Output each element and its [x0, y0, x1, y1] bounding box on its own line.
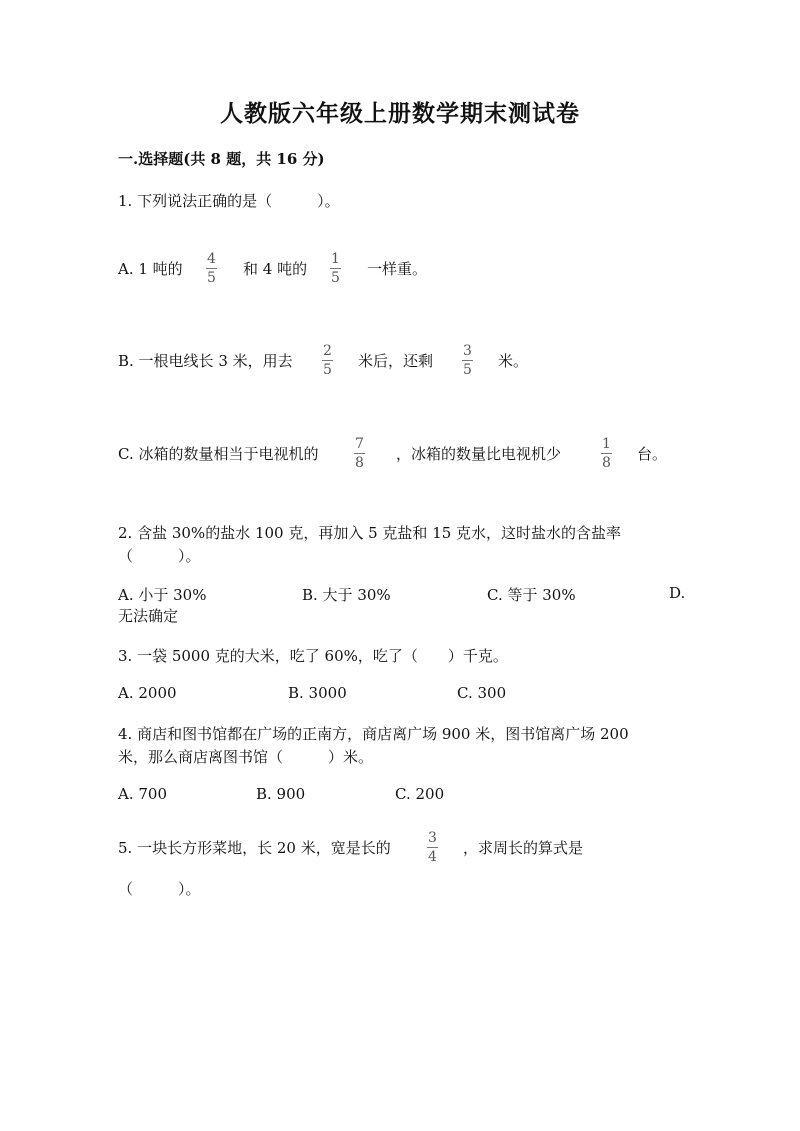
- question-5-stem-line-2: （ ）。: [118, 880, 201, 898]
- q1-option-a-fraction-2: [330, 252, 341, 285]
- q2-option-b: B. 大于 30%: [302, 586, 391, 604]
- denominator: 8: [355, 455, 364, 471]
- question-2-stem-line-1: 2. 含盐 30%的盐水 100 克，再加入 5 克盐和 15 克水，这时盐水的含盐率: [118, 524, 622, 542]
- numerator: 1: [331, 251, 340, 267]
- q4-option-c: C. 200: [395, 785, 445, 803]
- question-2-stem-line-2: （ ）。: [118, 547, 201, 565]
- q4-option-a: A. 700: [118, 785, 167, 803]
- q1-option-a-text-1: A. 1 吨的: [118, 260, 183, 278]
- numerator: 4: [207, 251, 216, 267]
- question-5-stem-text-1: 5. 一块长方形菜地，长 20 米，宽是长的: [118, 839, 391, 857]
- q1-option-b-fraction-1: [322, 344, 333, 377]
- q1-option-c-text-1: C. 冰箱的数量相当于电视机的: [118, 445, 319, 463]
- denominator: 8: [602, 455, 611, 471]
- denominator: 5: [323, 362, 332, 378]
- q1-option-b-text-3: 米。: [498, 352, 529, 370]
- numerator: 3: [428, 830, 437, 846]
- numerator: 2: [323, 343, 332, 359]
- q3-option-a: A. 2000: [118, 684, 177, 702]
- q2-option-d-continued: 无法确定: [118, 607, 179, 625]
- q1-option-c-fraction-2: [601, 437, 612, 470]
- q1-option-c-text-2: ，冰箱的数量比电视机少: [396, 445, 562, 463]
- q1-option-c-fraction-1: [354, 437, 365, 470]
- q2-option-a: A. 小于 30%: [118, 586, 207, 604]
- denominator: 5: [207, 270, 216, 286]
- q3-option-b: B. 3000: [288, 684, 347, 702]
- section-heading: 一.选择题(共 8 题，共 16 分): [118, 150, 325, 168]
- denominator: 5: [463, 362, 472, 378]
- q3-option-c: C. 300: [457, 684, 507, 702]
- q1-option-a-text-2: 和 4 吨的: [243, 260, 308, 278]
- question-4-stem-line-1: 4. 商店和图书馆都在广场的正南方，商店离广场 900 米，图书馆离广场 200: [118, 725, 629, 743]
- q1-option-a-text-3: 一样重。: [367, 260, 428, 278]
- q1-option-b-text-1: B. 一根电线长 3 米，用去: [118, 352, 293, 370]
- q1-option-a-fraction-1: [206, 252, 217, 285]
- page-title: 人教版六年级上册数学期末测试卷: [220, 100, 580, 127]
- question-3-stem: 3. 一袋 5000 克的大米，吃了 60%，吃了（ ）千克。: [118, 647, 508, 665]
- question-1-stem: 1. 下列说法正确的是（ ）。: [118, 192, 340, 210]
- q1-option-b-fraction-2: [462, 344, 473, 377]
- q5-fraction: [427, 831, 438, 864]
- denominator: 4: [428, 849, 437, 865]
- q1-option-c-text-3: 台。: [637, 445, 668, 463]
- q2-option-d: D.: [669, 584, 686, 602]
- question-4-stem-line-2: 米，那么商店离图书馆（ ）米。: [118, 748, 374, 766]
- denominator: 5: [331, 270, 340, 286]
- numerator: 1: [602, 436, 611, 452]
- question-5-stem-text-2: ，求周长的算式是: [463, 839, 584, 857]
- q2-option-c: C. 等于 30%: [487, 586, 576, 604]
- q1-option-b-text-2: 米后，还剩: [358, 352, 434, 370]
- numerator: 7: [355, 436, 364, 452]
- q4-option-b: B. 900: [256, 785, 306, 803]
- numerator: 3: [463, 343, 472, 359]
